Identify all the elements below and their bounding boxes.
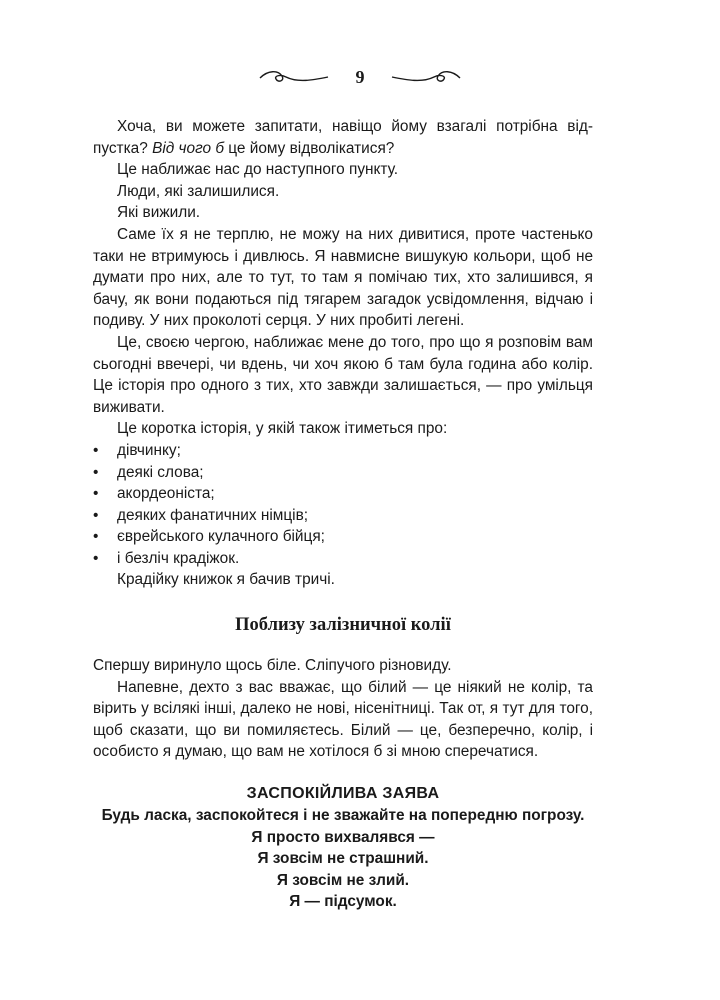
- paragraph: Які вижили.: [117, 204, 201, 222]
- paragraph-text: Хоча, ви можете запитати, навіщо йому взагалі потрібна відпустка?: [93, 118, 593, 157]
- italic-phrase: Від чого б: [152, 139, 224, 157]
- statement-line: Я — підсумок.: [289, 893, 397, 911]
- statement-title: ЗАСПОКІЙЛИВА ЗАЯВА: [246, 785, 440, 803]
- list-item: • дівчинку;: [93, 440, 593, 462]
- paragraph: Напевне, дехто з вас вважає, що білий — це ніякий не колір, та вірить у всілякі інші, далеко не нові, нісенітниці. Так от, я тут для того, щоб сказати, що ви помиляєтесь. Білий — це, безперечно, колір, і особисто я думаю, що вам не хотілося б зі мною сперечатися.: [93, 678, 593, 761]
- right-flourish-icon: [390, 66, 462, 88]
- list-item: • і безліч крадіжок.: [93, 548, 593, 570]
- page-number: 9: [355, 66, 365, 87]
- statement-line: Я зовсім не злий.: [276, 871, 410, 889]
- paragraph: Це, своєю чергою, наближає мене до того, про що я розповім вам сьогодні ввечері, чи вдень, чи хоч якою б там була година або колір. Це історія про одного з тих, хто завжди залишається, — про умільця виживати.: [93, 333, 593, 416]
- paragraph: Спершу виринуло щось біле. Сліпучого різновиду.: [93, 657, 452, 675]
- statement-line: Я зовсім не страшний.: [257, 850, 429, 868]
- page-body: [93, 116, 593, 913]
- statement-line: Я просто вихвалявся —: [251, 828, 435, 846]
- list-item: • єврейського кулачного бійця;: [93, 526, 593, 548]
- paragraph: [93, 116, 593, 159]
- paragraph: Це коротка історія, у якій також ітиметься про:: [117, 420, 448, 438]
- paragraph: Це наближає нас до наступного пункту.: [117, 161, 399, 179]
- list-item: • акордеоніста;: [93, 483, 593, 505]
- paragraph: Крадійку книжок я бачив тричі.: [117, 571, 335, 589]
- list-item: • деяких фанатичних німців;: [93, 505, 593, 527]
- statement-line: Будь ласка, заспокойтеся і не зважайте на попередню погрозу.: [101, 807, 585, 825]
- page-header: [0, 62, 720, 92]
- paragraph-text: це йому відволікатися?: [223, 139, 395, 157]
- reassuring-statement: [93, 783, 593, 913]
- paragraph: Люди, які залишилися.: [117, 182, 280, 200]
- list-item: • деякі слова;: [93, 462, 593, 484]
- left-flourish-icon: [258, 66, 330, 88]
- section-title: Поблизу залізничної колії: [235, 615, 451, 636]
- bullet-list: [93, 440, 593, 570]
- paragraph: Саме їх я не терплю, не можу на них дивитися, проте частенько таки не втримуюсь і дивлюсь. Я навмисне вишукую кольори, щоб не думати про них, але то тут, то там я помічаю тих, хто залишився, я бачу, як вони подаються під тягарем загадок усвідомлення, відчаю і подиву. У них проколоті серця. У них пробиті легені.: [93, 225, 593, 330]
